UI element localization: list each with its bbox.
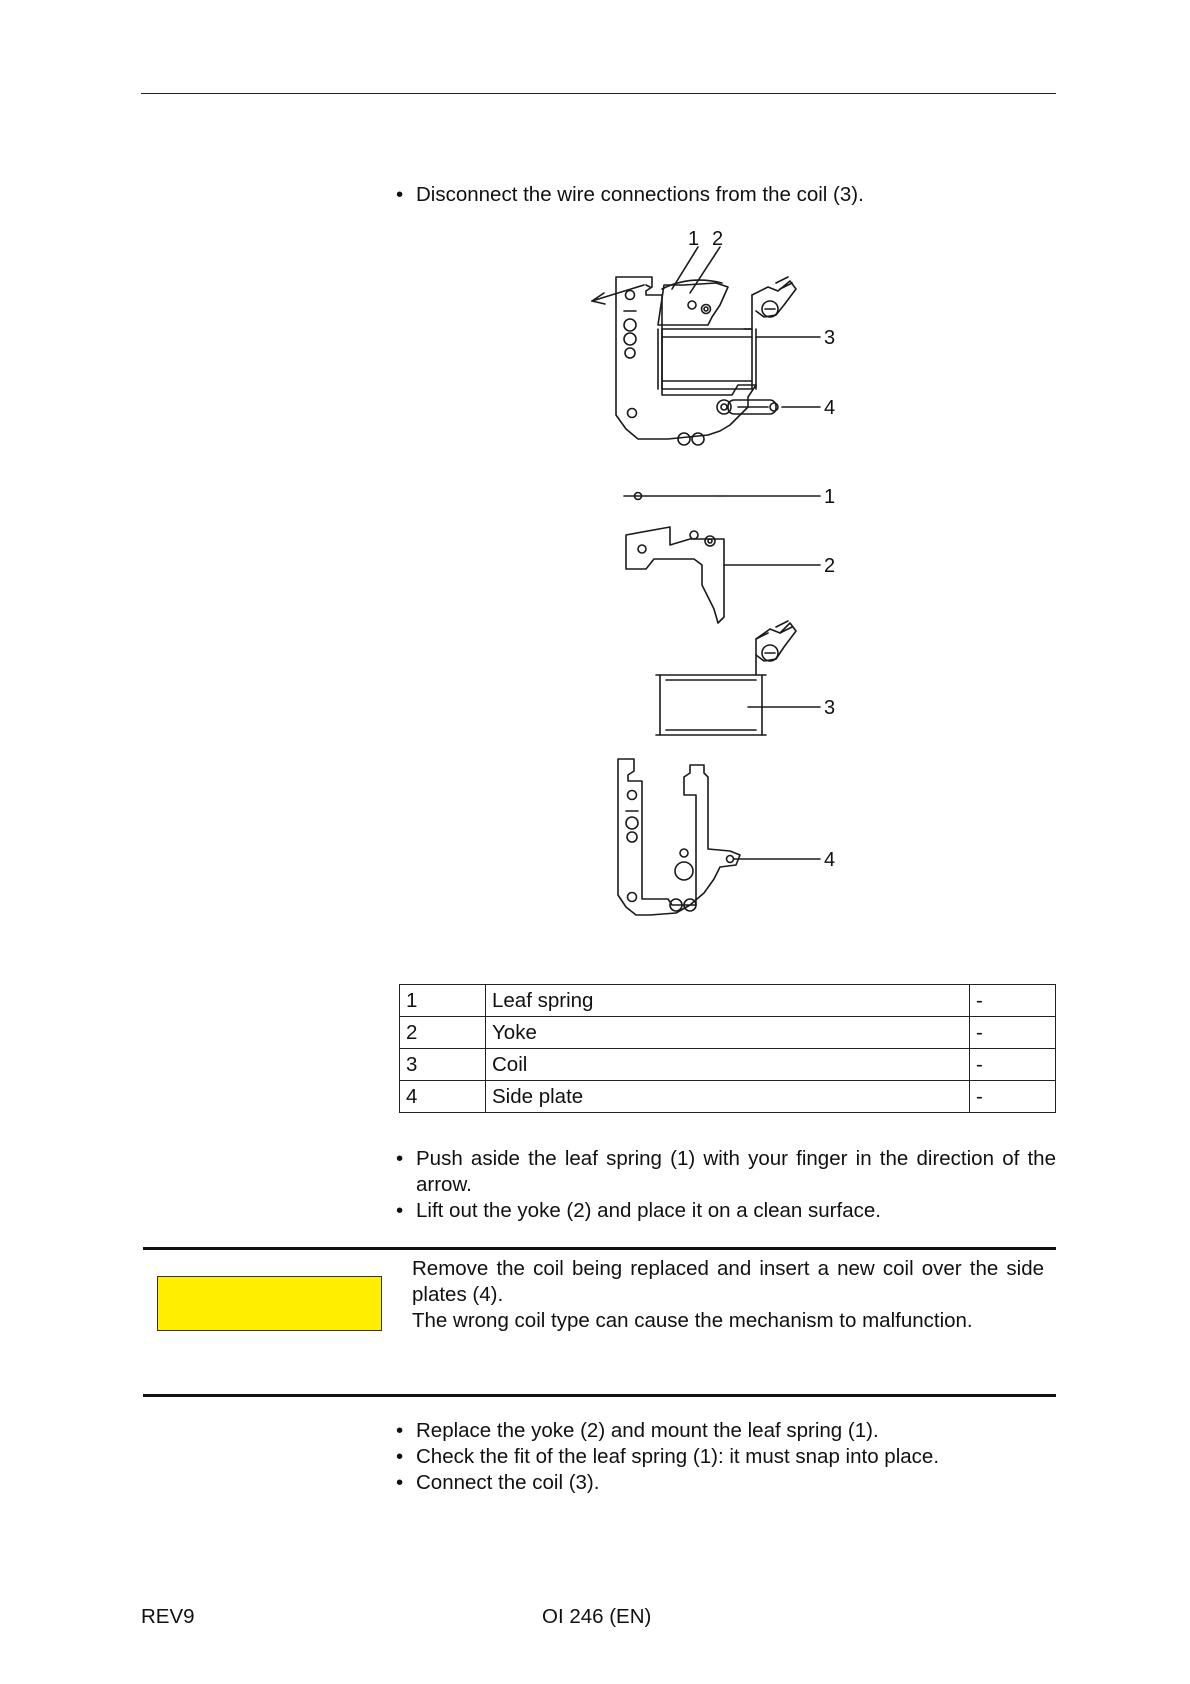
table-row: [400, 1081, 1056, 1113]
part-name: Leaf spring: [486, 985, 970, 1017]
part-name: Side plate: [486, 1081, 970, 1113]
step-item: • Replace the yoke (2) and mount the leaf spring (1).: [396, 1418, 1056, 1444]
part-code: -: [970, 1081, 1056, 1113]
callout-4-exploded: 4: [824, 849, 836, 871]
part-number: 1: [400, 985, 486, 1017]
callout-3-exploded: 3: [824, 697, 836, 719]
step-item: • Check the fit of the leaf spring (1): it must snap into place.: [396, 1444, 1056, 1470]
part-code: -: [970, 1049, 1056, 1081]
push-arrow: [592, 285, 644, 301]
part-code: -: [970, 1017, 1056, 1049]
footer-revision: REV9: [141, 1605, 195, 1628]
coil-assembled: [662, 329, 752, 389]
callout-2-exploded: 2: [824, 555, 836, 577]
step-item: • Push aside the leaf spring (1) with your finger in the direction of the arrow.: [396, 1146, 1056, 1198]
callout-1-top: 1: [688, 228, 700, 250]
step-item: • Lift out the yoke (2) and place it on a clean surface.: [396, 1198, 1056, 1224]
yoke-part: [626, 527, 724, 623]
footer-document-id: OI 246 (EN): [542, 1605, 652, 1628]
notice-line-2: The wrong coil type can cause the mechanism to malfunction.: [412, 1309, 973, 1332]
intro-bullet: • Disconnect the wire connections from the coil (3).: [396, 182, 864, 208]
notice-text: [412, 1256, 1044, 1334]
steps-a-list: [396, 1146, 1056, 1224]
intro-bullet-list: [396, 182, 864, 208]
notice-line-1: Remove the coil being replaced and insert a new coil over the side plates (4).: [412, 1257, 1044, 1306]
callout-3-top: 3: [824, 327, 836, 349]
part-name: Yoke: [486, 1017, 970, 1049]
part-number: 4: [400, 1081, 486, 1113]
part-number: 3: [400, 1049, 486, 1081]
parts-table: [399, 984, 1056, 1113]
step-item: • Connect the coil (3).: [396, 1470, 1056, 1496]
callout-4-top: 4: [824, 397, 836, 419]
steps-b-list: [396, 1418, 1056, 1496]
table-row: [400, 1017, 1056, 1049]
assembled-view: [592, 228, 835, 445]
coil-part: [666, 680, 756, 730]
part-code: -: [970, 985, 1056, 1017]
table-row: [400, 1049, 1056, 1081]
part-number: 2: [400, 1017, 486, 1049]
part-name: Coil: [486, 1049, 970, 1081]
callout-2-top: 2: [712, 228, 724, 250]
notice-bottom-rule: [143, 1394, 1056, 1397]
table-row: [400, 985, 1056, 1017]
coil-assembly-figure: [580, 225, 870, 955]
exploded-view: [618, 486, 835, 915]
callout-1-exploded: 1: [824, 486, 836, 508]
notice-top-rule: [143, 1247, 1056, 1250]
notice-badge: [157, 1276, 382, 1331]
header-rule: [141, 93, 1056, 94]
